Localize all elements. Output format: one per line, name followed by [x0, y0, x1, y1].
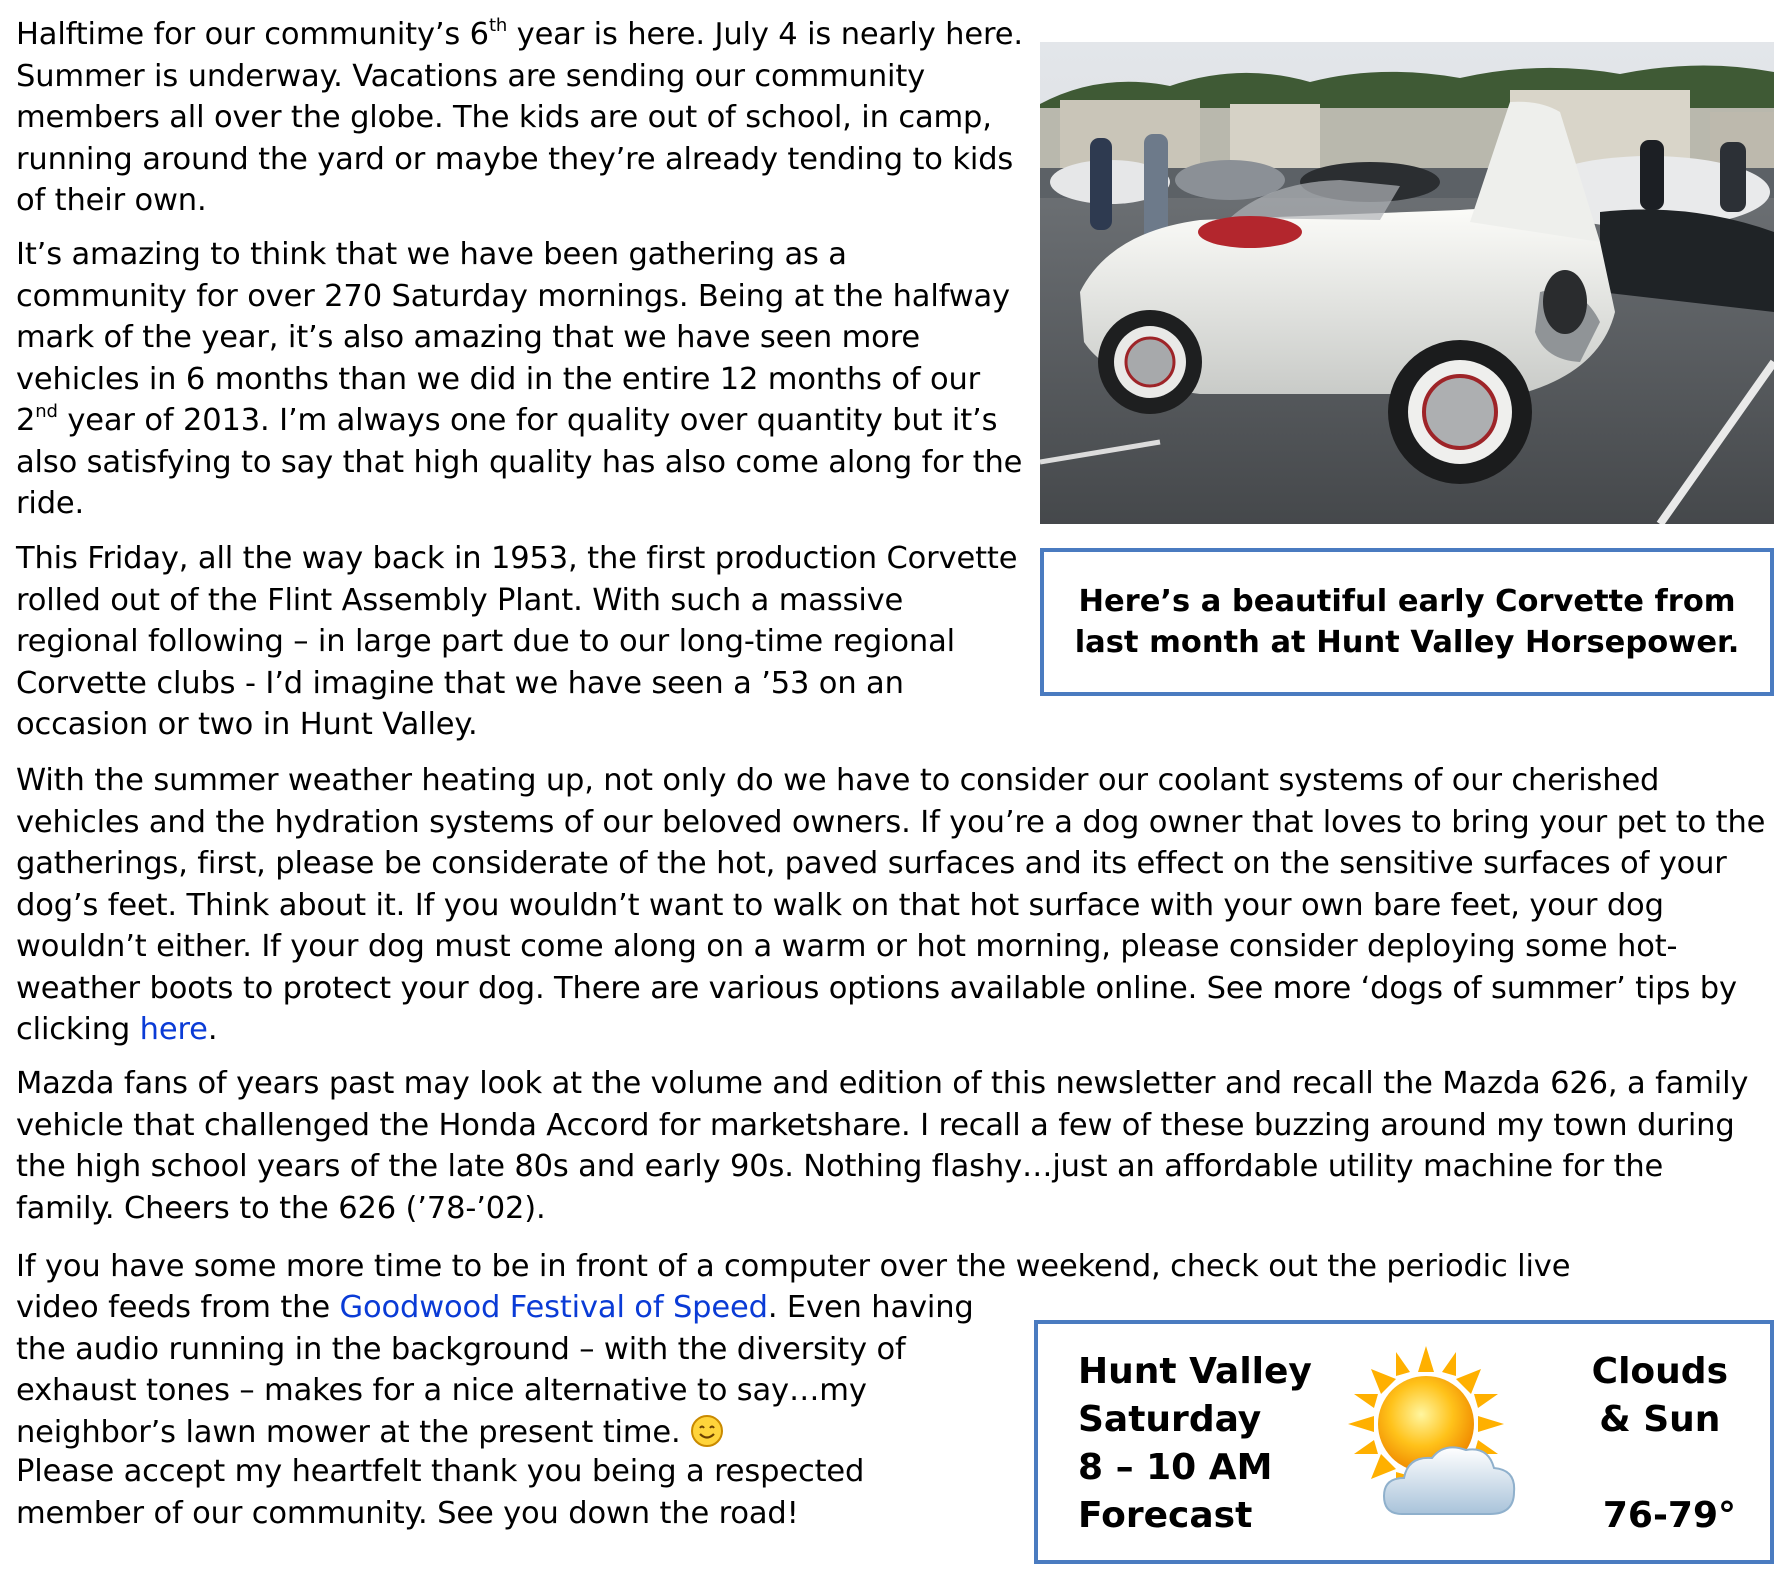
weather-forecast-box: [1034, 1320, 1774, 1564]
forecast-condition-line1: Clouds: [1591, 1351, 1728, 1392]
paragraph-text: year is here. July 4 is nearly here. Summer is underway. Vacations are sending our community members all over the globe. The kids are out of school, in camp, running around the yard or maybe they’re already tending to kids of their own.: [16, 17, 1023, 218]
photo-caption: Here’s a beautiful early Corvette from last month at Hunt Valley Horsepower.: [1074, 584, 1740, 660]
paragraph-text: Halftime for our community’s 6: [16, 17, 489, 52]
forecast-temperature: 76-79°: [1602, 1495, 1736, 1536]
sun-cloud-icon: [1338, 1346, 1538, 1530]
forecast-heading: Forecast: [1078, 1495, 1253, 1536]
paragraph-text: It’s amazing to think that we have been gathering as a community for over 270 Saturday mornings. Being at the halfway mark of the year, it’s also amazing that we have seen more vehicles in 6 months than we did in the entire 12 months of our 2: [16, 237, 1010, 438]
paragraph-gathering: [16, 234, 1026, 525]
forecast-location: Hunt Valley: [1078, 1351, 1312, 1392]
corvette-photo: [1040, 42, 1774, 524]
paragraph-text: With the summer weather heating up, not only do we have to consider our coolant systems of our cherished vehicles and the hydration systems of our beloved owners. If you’re a dog owner that loves to bring your pet to the gatherings, first, please be considerate of the hot, paved surfaces and its effect on the sensitive surfaces of your dog’s feet. Think about it. If you wouldn’t want to walk on that hot surface with your own bare feet, your dog wouldn’t either. If your dog must come along on a warm or hot morning, please consider deploying some hot-weather boots to protect your dog. There are various options available online. See more ‘dogs of summer’ tips by clicking: [16, 763, 1766, 1047]
goodwood-festival-link[interactable]: Goodwood Festival of Speed: [339, 1290, 768, 1325]
superscript: nd: [35, 401, 58, 422]
forecast-condition-line2: & Sun: [1599, 1399, 1721, 1440]
paragraph-halftime: [16, 14, 1026, 222]
paragraph-summer-dogs: [16, 760, 1771, 1051]
forecast-day: Saturday: [1078, 1399, 1262, 1440]
photo-caption-box: [1040, 548, 1774, 696]
paragraph-text: .: [207, 1012, 218, 1047]
forecast-time: 8 – 10 AM: [1078, 1447, 1273, 1488]
paragraph-goodwood-first-line: If you have some more time to be in front of a computer over the weekend, check out the periodic live: [16, 1249, 1571, 1284]
paragraph-text: year of 2013. I’m always one for quality over quantity but it’s also satisfying to say that high quality has also come along for the ride.: [16, 403, 1023, 521]
paragraph-text: . Even having the audio running in the background – with the diversity of exhaust tones – makes for a nice alternative to say…my neighbor’s lawn mower at the present time.: [16, 1290, 974, 1450]
forecast-label: [1078, 1348, 1312, 1540]
paragraph-thank-you: Please accept my heartfelt thank you being a respected member of our community. See you down the road!: [16, 1454, 865, 1531]
corvette-photo-drawing: [1040, 42, 1774, 524]
superscript: th: [488, 15, 508, 36]
paragraph-corvette: This Friday, all the way back in 1953, the first production Corvette rolled out of the Flint Assembly Plant. With such a massive regional following – in large part due to our long-time regional Corvette clubs - I’d imagine that we have seen a ’53 on an occasion or two in Hunt Valley.: [16, 541, 1018, 742]
dogs-of-summer-link[interactable]: here: [139, 1012, 208, 1047]
paragraph-goodwood: [16, 1287, 996, 1459]
forecast-conditions: [1592, 1348, 1728, 1444]
paragraph-text: video feeds from the: [16, 1290, 340, 1325]
paragraph-mazda: Mazda fans of years past may look at the volume and edition of this newsletter and recall the Mazda 626, a family vehicle that challenged the Honda Accord for marketshare. I recall a few of these buzzing around my town during the high school years of the late 80s and early 90s. Nothing flashy…just an affordable utility machine for the family. Cheers to the 626 (’78-’02).: [16, 1066, 1749, 1226]
